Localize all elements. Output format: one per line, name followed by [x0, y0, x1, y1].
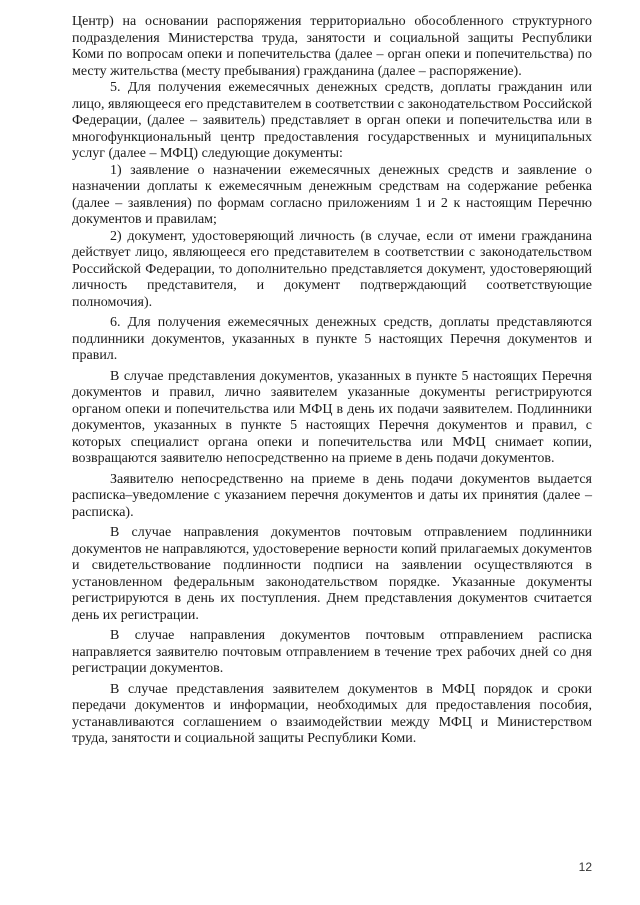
paragraph-mfc-agreement: В случае представления заявителем документов в МФЦ порядок и сроки передачи документов и информации, необходимых для предоставления пособия, устанавливаются соглашением о взаимодействии между МФЦ и Министерством труда, занятости и социальной защиты Республики Коми. — [72, 681, 592, 746]
paragraph-5-item-2: 2) документ, удостоверяющий личность (в случае, если от имени гражданина действует лицо, являющееся его представителем в соответствии с законодательством Российской Федерации, то дополнительно представляется документ, удостоверяющий личность представителя, и документ подтверждающий соответствующие полномочия). — [72, 228, 592, 310]
document-body — [72, 14, 592, 748]
paragraph-5-item-1: 1) заявление о назначении ежемесячных денежных средств и заявление о назначении доплаты к ежемесячным денежным средствам на содержание ребенка (далее – заявления) по формам согласно приложениям 1 и 2 к настоящим Перечню документов и правилам; — [72, 162, 592, 227]
paragraph-postal-receipt: В случае направления документов почтовым отправлением расписка направляется заявителю почтовым отправлением в течение трех рабочих дней со дня регистрации документов. — [72, 628, 592, 676]
paragraph-receipt: Заявителю непосредственно на приеме в день подачи документов выдается расписка–уведомление с указанием перечня документов и даты их принятия (далее – расписка). — [72, 471, 592, 520]
paragraph-postal-submission: В случае направления документов почтовым отправлением подлинники документов не направляются, удостоверение верности копий прилагаемых документов и свидетельствование подлинности подписи на заявлении осуществляются в установленном федеральным законодательством порядке. Указанные документы регистрируются в день их поступления. Днем представления документов считается день их регистрации. — [72, 525, 592, 623]
paragraph-5: 5. Для получения ежемесячных денежных средств, доплаты гражданин или лицо, являющееся его представителем в соответствии с законодательством Российской Федерации, (далее – заявитель) представляет в орган опеки и попечительства или в многофункциональный центр предоставления государственных и муниципальных услуг (далее – МФЦ) следующие документы: — [72, 80, 592, 161]
paragraph-intro: Центр) на основании распоряжения территориально обособленного структурного подразделения Министерства труда, занятости и социальной защиты Республики Коми по вопросам опеки и попечительства (далее – орган опеки и попечительства) по месту жительства (месту пребывания) гражданина (далее – распоряжение). — [72, 14, 592, 79]
paragraph-personal-submission: В случае представления документов, указанных в пункте 5 настоящих Перечня документов и правил, лично заявителем указанные документы регистрируются органом опеки и попечительства или МФЦ в день их подачи заявителем. Подлинники документов, указанных в пункте 5 настоящих Перечня документов и правил, с которых специалист органа опеки и попечительства или МФЦ снимает копии, возвращаются заявителю непосредственно на приеме в день подачи документов. — [72, 368, 592, 466]
paragraph-6: 6. Для получения ежемесячных денежных средств, доплаты представляются подлинники документов, указанных в пункте 5 настоящих Перечня документов и правил. — [72, 315, 592, 363]
page-number: 12 — [578, 860, 592, 874]
